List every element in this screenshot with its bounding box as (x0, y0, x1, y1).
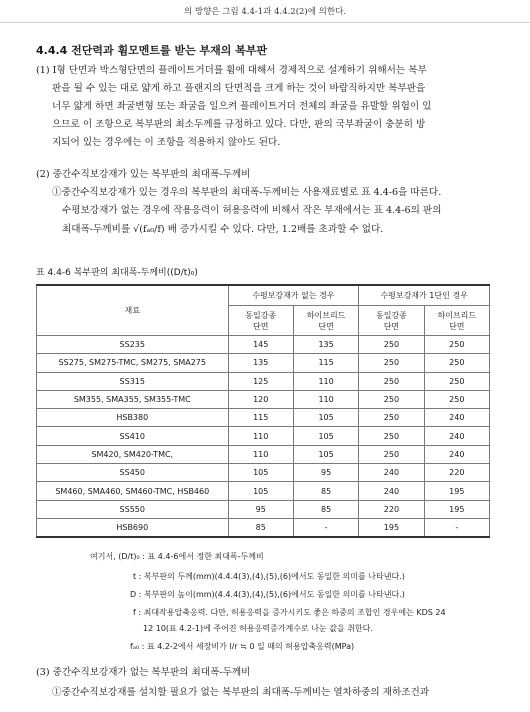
value-cell: 120 (228, 390, 293, 408)
value-cell: 105 (293, 409, 358, 427)
divider (0, 22, 530, 23)
note-f-definition: f : 최대작용압축응력. 다만, 허용응력을 증가시키도 좋은 하중의 조합인 경우에는 KDS 24 (133, 608, 446, 617)
value-cell: 105 (228, 482, 293, 500)
value-cell: 250 (359, 409, 424, 427)
paragraph-1-line-3: 너무 얇게 하면 좌굴변형 또는 좌굴을 일으켜 플레이트거더 전체의 좌굴을 유발할 위험이 있 (52, 101, 432, 112)
material-cell: SS450 (37, 464, 229, 482)
material-cell: SS235 (37, 336, 229, 354)
value-cell: 250 (424, 354, 489, 372)
table-row (37, 336, 490, 354)
value-cell: 110 (228, 445, 293, 463)
note-f-definition-cont: 12 10(표 4.2-1)에 주어진 허용응력증가계수로 나눈 값을 취한다. (143, 624, 373, 633)
material-cell: SM355, SMA355, SM355-TMC (37, 390, 229, 408)
paragraph-1-line-4: 으므로 이 조항으로 복부판의 최소두께를 규정하고 있다. 다만, 판의 국부좌굴이 충분히 방 (52, 119, 426, 130)
top-continuation-text: 의 방향은 그림 4.4-1과 4.4.2(2)에 의한다. (184, 7, 346, 17)
value-cell: - (424, 518, 489, 537)
subheader-hybrid-2: 하이브리드 단면 (424, 306, 489, 336)
value-cell: 240 (424, 427, 489, 445)
value-cell: 105 (228, 464, 293, 482)
material-cell: SS315 (37, 372, 229, 390)
value-cell: 115 (293, 354, 358, 372)
table-row (37, 518, 490, 537)
value-cell: 250 (359, 354, 424, 372)
value-cell: 95 (228, 500, 293, 518)
section-title: 4.4.4 전단력과 휨모멘트를 받는 부재의 복부판 (36, 44, 268, 57)
value-cell: 250 (424, 336, 489, 354)
material-cell: HSB380 (37, 409, 229, 427)
value-cell: 85 (293, 482, 358, 500)
value-cell: 250 (359, 427, 424, 445)
paragraph-1-line-1: (1) I형 단면과 박스형단면의 플레이트거더를 휨에 대해서 경제적으로 설계하기 위해서는 복부 (36, 65, 427, 76)
value-cell: 250 (359, 336, 424, 354)
paragraph-3-line-1: ①중간수직보강재를 설치할 필요가 없는 복부판의 최대폭-두께비는 열차하중의 재하조건과 (52, 687, 430, 698)
value-cell: - (293, 518, 358, 537)
table-row (37, 445, 490, 463)
value-cell: 110 (228, 427, 293, 445)
note-where-line: 여기서, (D/t)₀ : 표 4.4-6에서 정한 최대폭-두께비 (90, 552, 264, 561)
value-cell: 105 (293, 427, 358, 445)
value-cell: 250 (424, 390, 489, 408)
value-cell: 95 (293, 464, 358, 482)
note-t-definition: t : 복부판의 두께(mm)(4.4.4(3),(4),(5),(6)에서도 동일한 의미를 나타낸다.) (133, 572, 405, 581)
subheader-homogeneous-1: 동일강종 단면 (228, 306, 293, 336)
paragraph-2-line-1: ①중간수직보강재가 있는 경우의 복부판의 최대폭-두께비는 사용재료별로 표 4.4-6을 따른다. (52, 187, 442, 198)
table-row (37, 482, 490, 500)
table-row (37, 427, 490, 445)
value-cell: 240 (359, 464, 424, 482)
value-cell: 145 (228, 336, 293, 354)
paragraph-1-line-5: 지되어 있는 경우에는 이 조항을 적용하지 않아도 된다. (52, 137, 281, 148)
value-cell: 135 (228, 354, 293, 372)
subheader-hybrid-1: 하이브리드 단면 (293, 306, 358, 336)
value-cell: 110 (293, 390, 358, 408)
table-row (37, 372, 490, 390)
paragraph-3-heading: (3) 중간수직보강재가 없는 복부판의 최대폭-두께비 (36, 667, 251, 678)
value-cell: 105 (293, 445, 358, 463)
value-cell: 250 (359, 445, 424, 463)
material-cell: SS275, SM275-TMC, SM275, SMA275 (37, 354, 229, 372)
value-cell: 240 (424, 445, 489, 463)
material-cell: SM420, SM420-TMC, (37, 445, 229, 463)
max-width-thickness-table (36, 284, 490, 538)
value-cell: 220 (424, 464, 489, 482)
note-fa0-definition: fₐ₀ : 표 4.2-2에서 세장비가 l/r ≒ 0 일 때의 허용압축응력(MPa) (130, 642, 355, 651)
table-row (37, 354, 490, 372)
subheader-homogeneous-2: 동일강종 단면 (359, 306, 424, 336)
paragraph-1-line-2: 판을 될 수 있는 대로 얇게 하고 플랜지의 단면적을 크게 하는 것이 바람직하지만 복부판을 (52, 83, 426, 94)
value-cell: 125 (228, 372, 293, 390)
value-cell: 250 (359, 372, 424, 390)
header-one-stiffener: 수평보강재가 1단인 경우 (359, 285, 490, 306)
value-cell: 85 (228, 518, 293, 537)
value-cell: 250 (424, 372, 489, 390)
value-cell: 195 (424, 482, 489, 500)
material-cell: SM460, SMA460, SM460-TMC, HSB460 (37, 482, 229, 500)
value-cell: 240 (424, 409, 489, 427)
value-cell: 195 (359, 518, 424, 537)
table-row (37, 500, 490, 518)
table-caption: 표 4.4-6 복부판의 최대폭-두께비((D/t)₀) (36, 268, 198, 278)
table-row (37, 464, 490, 482)
value-cell: 220 (359, 500, 424, 518)
value-cell: 135 (293, 336, 358, 354)
material-cell: SS410 (37, 427, 229, 445)
value-cell: 240 (359, 482, 424, 500)
value-cell: 195 (424, 500, 489, 518)
value-cell: 85 (293, 500, 358, 518)
header-material: 재료 (37, 285, 229, 336)
material-cell: HSB690 (37, 518, 229, 537)
paragraph-2-heading: (2) 중간수직보강재가 있는 복부판의 최대폭-두께비 (36, 169, 251, 180)
material-cell: SS550 (37, 500, 229, 518)
paragraph-2-line-3: 최대폭-두께비를 √(fₐ₀/f) 배 증가시킬 수 있다. 다만, 1.2배를 초과할 수 없다. (62, 224, 384, 235)
value-cell: 250 (359, 390, 424, 408)
table-row (37, 409, 490, 427)
value-cell: 115 (228, 409, 293, 427)
note-d-definition: D : 복부판의 높이(mm)(4.4.4(3),(4),(5),(6)에서도 동일한 의미를 나타낸다.) (130, 590, 405, 599)
paragraph-2-line-2: 수평보강재가 없는 경우에 작용응력이 허용응력에 비해서 작은 부재에서는 표 4.4-6의 판의 (62, 205, 442, 216)
table-row (37, 390, 490, 408)
value-cell: 110 (293, 372, 358, 390)
header-no-stiffener: 수평보강재가 없는 경우 (228, 285, 359, 306)
